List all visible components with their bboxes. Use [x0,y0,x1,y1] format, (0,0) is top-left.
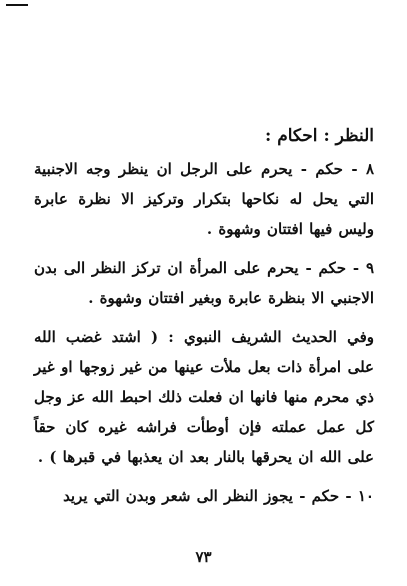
top-rule [6,4,28,6]
paragraph-hadith: وفي الحديث الشريف النبوي : ( اشتد غضب الله على امرأة ذات بعل ملأت عينها من غير زوجها او غير ذي محرم منها فانها ان فعلت ذلك احبط الله عز وجل كل عمل عملته فإن أوطأت فراشه غيره كان حقاً على الله ان يحرقها بالنار بعد ان يعذبها في قبرها ) . [34,328,374,466]
paragraph-ruling-9: ٩ - حكم - يحرم على المرأة ان تركز النظر الى بدن الاجنبي الا بنظرة عابرة وبغير افتتان وشهوة . [34,259,374,307]
paragraph-ruling-8: ٨ - حكم - يحرم على الرجل ان ينظر وجه الاجنبية التي يحل له نكاحها بتكرار وتركيز الا نظرة عابرة وليس فيها افتتان وشهوة . [34,160,374,238]
page-body [34,120,374,520]
section-heading: النظر : احكام : [265,126,374,146]
page-number: ٧٣ [195,548,212,566]
paragraph-ruling-10: ١٠ - حكم - يجوز النظر الى شعر وبدن التي يريد [63,487,374,505]
